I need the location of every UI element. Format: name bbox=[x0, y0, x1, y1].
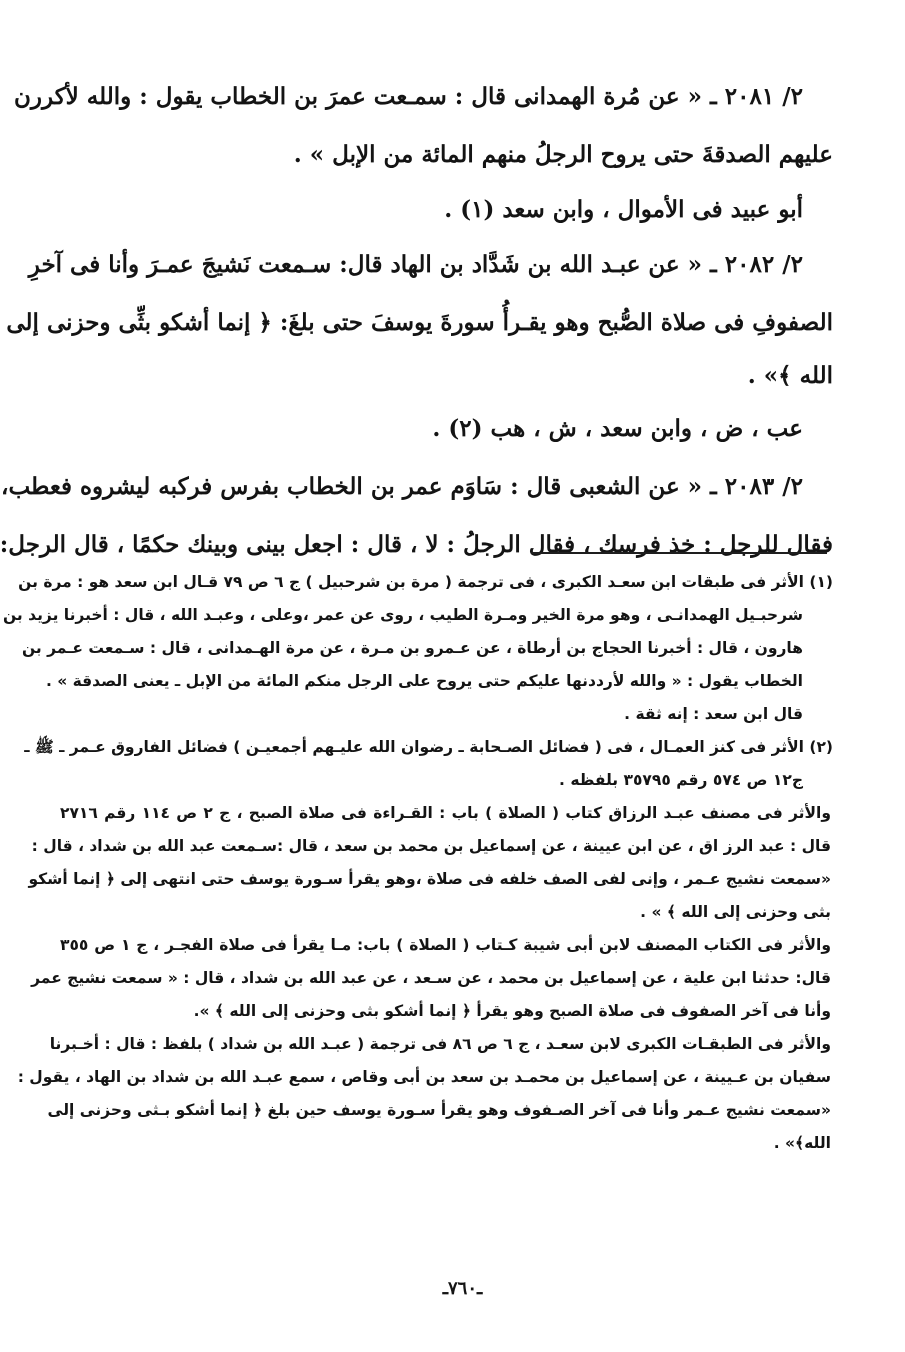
footnote-1-line: الخطاب يقول : « والله لأرددنها عليكم حتى يروح على الرجل منكم المائة من الإبل ـ يعنى الصدقة » . bbox=[45, 672, 803, 690]
footnote-2-line: «سمعت نشيج عـمر ، وإنى لفى الصف خلفه فى صلاة ،وهو يقرأ سـورة يوسف حتى انتهى إلى ﴿ إنما أشكو bbox=[28, 870, 831, 888]
footnote-2-line: ج١٢ ص ٥٧٤ رقم ٣٥٧٩٥ بلفظه . bbox=[559, 771, 803, 789]
footnote-2-line: الله﴾» . bbox=[773, 1134, 831, 1152]
footnote-1-line: شرحبـيل الهمدانـى ، وهو مرة الخير ومـرة الطيب ، روى عن عمر ،وعلى ، وعبـد الله ، قال : أخبرنا يزيد بن bbox=[2, 606, 803, 624]
main-text bbox=[0, 68, 833, 574]
footnote-2-line: قال : عبد الرز اق ، عن ابن عيينة ، عن إسماعيل بن محمد بن سعد ، قال :سـمعت عبد الله بن شداد ، قال : bbox=[31, 837, 831, 855]
footnote-2-line: والأثر فى مصنف عبـد الرزاق كتاب ( الصلاة ) باب : القـراءة فى صلاة الصبح ، ج ٢ ص ١١٤ رقم ٢٧١٦ bbox=[60, 804, 831, 822]
footnote-2-line: سفيان بن عـيينة ، عن إسماعيل بن محمـد بن سعد بن أبى وقاص ، سمع عبـد الله بن شداد بن الهاد ، يقول : bbox=[17, 1068, 831, 1086]
hadith-2083-line-2: فقال للرجل : خذ فرسك ، فقال الرجلُ : لا ، قال : اجعل بينى وبينك حكمًا ، قال الرجل: bbox=[0, 531, 833, 558]
footnote-2-line: بثى وحزنى إلى الله ﴾ » . bbox=[640, 903, 831, 921]
footnote-1-line: قال ابن سعد : إنه ثقة . bbox=[624, 705, 803, 723]
footnote-2-line: قال: حدثنا ابن علية ، عن إسماعيل بن محمد ، عن سـعد ، عن عبد الله بن شداد ، قال : « سمعت نشيج عمر bbox=[31, 969, 831, 987]
hadith-2082-line-3: الله ﴾» . bbox=[747, 362, 833, 389]
footnote-2-line: وأنا فى آخر الصفوف فى صلاة الصبح وهو يقرأ ﴿ إنما أشكو بثى وحزنى إلى الله ﴾ ». bbox=[193, 1002, 831, 1020]
footnote-2-line: «سمعت نشيج عـمر وأنا فى آخر الصـفوف وهو يقرأ سـورة يوسف حين بلغ ﴿ إنما أشكو بـثى وحزنى إلى bbox=[47, 1101, 831, 1119]
source-2082: عب ، ض ، وابن سعد ، ش ، هب (٢) . bbox=[432, 415, 803, 442]
source-2081: أبو عبيد فى الأموال ، وابن سعد (١) . bbox=[444, 196, 803, 223]
page-number: ـ٧٦٠ـ bbox=[442, 1278, 483, 1299]
footnotes bbox=[2, 566, 833, 1160]
footnote-2-line: والأثر فى الطبقـات الكبرى لابن سعـد ، ج ٦ ص ٨٦ فى ترجمة ( عبـد الله بن شداد ) بلفظ : قال : أخـبرنا bbox=[49, 1035, 831, 1053]
hadith-2081-line-1: ٢/ ٢٠٨١ ـ « عن مُرة الهمدانى قال : سمـعت عمرَ بن الخطاب يقول : والله لأكررن bbox=[14, 83, 803, 110]
hadith-2083-line-1: ٢/ ٢٠٨٣ ـ « عن الشعبى قال : سَاوَم عمر بن الخطاب بفرس فركبه ليشروه فعطب، bbox=[1, 473, 803, 500]
footnote-separator bbox=[531, 552, 827, 554]
footnote-1-line: (١) الأثر فى طبقات ابن سعـد الكبرى ، فى ترجمة ( مرة بن شرحبيل ) ج ٦ ص ٧٩ قـال ابن سعد هو : مرة بن bbox=[18, 573, 833, 591]
footnote-2-line: (٢) الأثر فى كنز العمـال ، فى ( فضائل الصـحابة ـ رضوان الله عليـهم أجمعيـن ) فضائل الفاروق عـمر ـ ﷺ ـ bbox=[24, 738, 833, 756]
footnote-2-line: والأثر فى الكتاب المصنف لابن أبى شيبة كـتاب ( الصلاة ) باب: مـا يقرأ فى صلاة الفجـر ، ج ١ ص ٣٥٥ bbox=[60, 936, 831, 954]
footnote-1-line: هارون ، قال : أخبرنا الحجاج بن أرطاة ، عن عـمرو بن مـرة ، عن مرة الهـمدانى ، قال : سـمعت عـمر بن bbox=[21, 639, 803, 657]
hadith-2082-line-2: الصفوفِ فى صلاة الصُّبح وهو يقـرأُ سورةَ يوسفَ حتى بلغَ: ﴿ إنما أشكو بثِّى وحزنى إلى bbox=[6, 309, 833, 336]
hadith-2081-line-2: عليهم الصدقةَ حتى يروح الرجلُ منهم المائة من الإبل » . bbox=[293, 141, 833, 168]
hadith-2082-line-1: ٢/ ٢٠٨٢ ـ « عن عبـد الله بن شَدَّاد بن الهاد قال: سـمعت نَشيجَ عمـرَ وأنا فى آخرِ bbox=[28, 251, 803, 278]
